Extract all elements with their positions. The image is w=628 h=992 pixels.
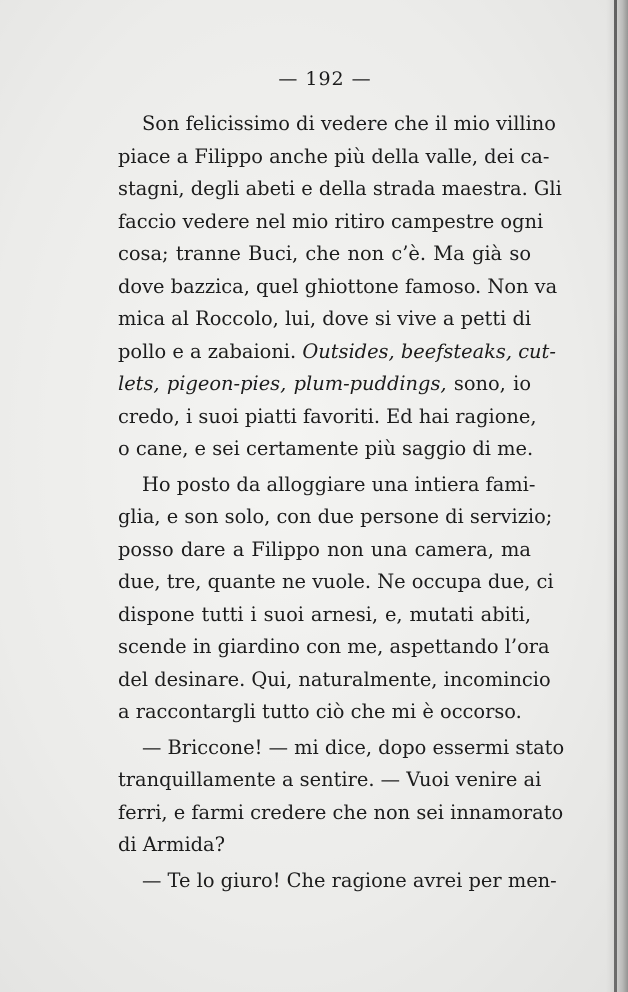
text-line: scende in giardino con me, aspettando l’ora [118,635,550,658]
text-line: Son felicissimo di vedere che il mio villino [142,112,556,135]
text-line: mica al Roccolo, lui, dove si vive a petti di [118,307,532,330]
text-normal: pollo e a zabaioni. [118,339,303,363]
text-line: due, tre, quante ne vuole. Ne occupa due, ci [118,570,554,593]
page-binding-shadow [606,0,628,992]
text-line: stagni, degli abeti e della strada maestra. Gli [118,177,562,200]
dialogue-line: di Armida? [118,833,226,856]
dialogue-line: — Briccone! — mi dice, dopo essermi stato [142,735,565,759]
text-italic-english: Outsides, beefsteaks, cut- [302,339,556,363]
dialogue-line: ferri, e farmi credere che non sei innamorato [118,800,564,824]
dialogue-line: — Te lo giuro! Che ragione avrei per men- [142,868,557,892]
page-number: — 192 — [278,68,372,90]
text-line: del desinare. Qui, naturalmente, incomincio [118,667,551,691]
text-line: o cane, e sei certamente più saggio di me. [118,437,534,460]
body-text [118,108,565,897]
text-line: a raccontargli tutto ciò che mi è occorso. [118,700,522,723]
text-line: credo, i suoi piatti favoriti. Ed hai ragione, [118,404,537,428]
text-normal: sono, io [446,372,531,395]
text-line: posso dare a Filippo non una camera, ma [118,537,531,561]
dialogue-line: tranquillamente a sentire. — Vuoi venire ai [118,768,542,791]
text-line-mixed [118,368,531,401]
page-edge-line [614,0,617,992]
text-italic-english: lets, pigeon-pies, plum-puddings, [118,372,447,395]
text-line: dispone tutti i suoi arnesi, e, mutati abiti, [118,602,531,626]
text-line: glia, e son solo, con due persone di servizio; [118,505,553,528]
text-line: cosa; tranne Buci, che non c’è. Ma già so [118,242,531,265]
text-line: piace a Filippo anche più della valle, dei ca- [118,144,550,168]
text-line: Ho posto da alloggiare una intiera fami- [142,472,536,496]
text-line-mixed [118,336,556,369]
text-line: dove bazzica, quel ghiottone famoso. Non va [118,274,558,298]
text-line: faccio vedere nel mio ritiro campestre ogni [118,209,544,233]
